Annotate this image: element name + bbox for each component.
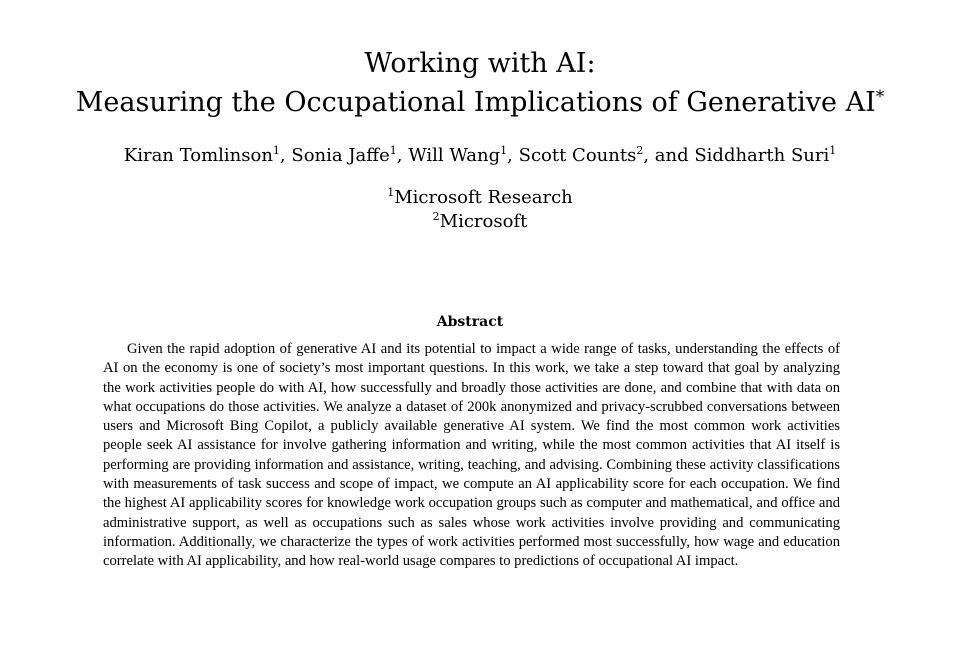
paper-title-text: Measuring the Occupational Implications of Generative AI (75, 87, 876, 118)
author-name: Will Wang (408, 145, 501, 166)
author-list (0, 143, 960, 169)
title-footnote-mark: * (875, 87, 885, 107)
author-separator: , and (643, 145, 695, 166)
affiliation-name: Microsoft Research (394, 187, 573, 208)
abstract-body: Given the rapid adoption of generative AI and its potential to impact a wide range of tasks, understanding the effects of AI on the economy is one of society’s most important questions. In this work, we take a step toward that goal by analyzing the work activities people do with AI, how successfully and broadly those activities are done, and combine that with data on what occupations do those activities. We analyze a dataset of 200k anonymized and privacy-scrubbed conversations between users and Microsoft Bing Copilot, a publicly available generative AI system. We find the most common work activities people seek AI assistance for involve gathering information and writing, while the most common activities that AI itself is performing are providing information and assistance, writing, teaching, and advising. Combining these activity classifications with measurements of task success and scope of impact, we compute an AI applicability score for each occupation. We find the highest AI applicability scores for knowledge work occupation groups such as computer and mathematical, and office and administrative support, as well as occupations such as sales whose work activities involve providing and communicating information. Additionally, we characterize the types of work activities performed most successfully, how wage and education correlate with AI applicability, and how real-world usage compares to predictions of occupational AI impact. (103, 341, 840, 570)
author-name: Scott Counts (518, 145, 637, 166)
author-name: Sonia Jaffe (291, 145, 390, 166)
abstract-heading: Abstract (436, 314, 504, 330)
paper-title-line-2 (0, 86, 960, 120)
paper-title-line-1: Working with AI: (364, 48, 596, 79)
affiliation-name: Microsoft (439, 211, 528, 232)
author-separator: , (507, 145, 519, 166)
author-affiliation-mark: 1 (389, 144, 397, 157)
affiliation-mark: 1 (387, 186, 395, 199)
author-affiliation-mark: 1 (829, 144, 837, 157)
affiliation-mark: 2 (432, 210, 440, 223)
author-name: Siddharth Suri (694, 145, 830, 166)
author-affiliation-mark: 2 (636, 144, 644, 157)
affiliation-microsoft (0, 210, 960, 234)
author-affiliation-mark: 1 (272, 144, 280, 157)
author-affiliation-mark: 1 (500, 144, 508, 157)
affiliation-microsoft-research (0, 186, 960, 210)
author-name: Kiran Tomlinson (123, 145, 273, 166)
author-separator: , (279, 145, 292, 166)
author-separator: , (396, 145, 409, 166)
